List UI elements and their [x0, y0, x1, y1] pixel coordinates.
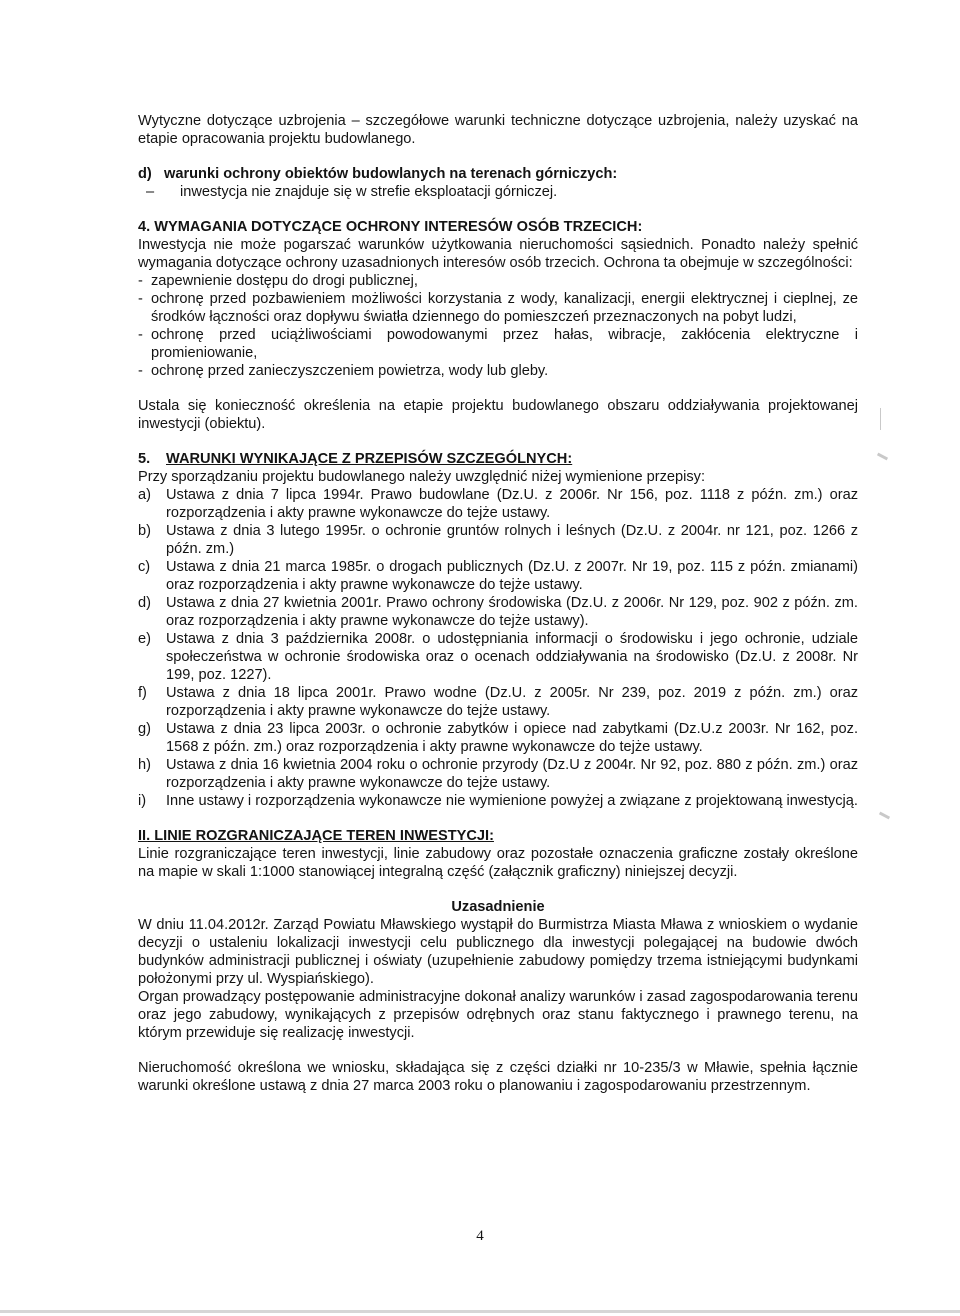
list-item — [138, 558, 858, 594]
list-item-label: c) — [138, 559, 151, 575]
section-d-heading — [138, 165, 858, 183]
list-item-label: d) — [138, 595, 151, 611]
page-number: 4 — [476, 1228, 484, 1244]
scan-mark — [880, 408, 881, 430]
list-item — [138, 756, 858, 792]
uzasadnienie-paragraph-2: Organ prowadzący postępowanie administracyjne dokonał analizy warunków i zasad zagospodarowania terenu oraz jego zabudowy, wynikających z przepisów odrębnych oraz stanu faktycznego i prawnego terenu, na którym przewiduje się realizację inwestycji. — [138, 989, 858, 1041]
uzasadnienie-heading: Uzasadnienie — [451, 899, 545, 915]
document-body — [138, 112, 858, 1095]
list-item-text: Ustawa z dnia 3 października 2008r. o udostępniania informacji o środowisku i jego ochronie, udziale społeczeństwa w ochronie środowiska oraz o ocenach oddziaływania na środowisko (Dz.U. z 2008r. Nr 199, poz. 1227). — [166, 631, 858, 683]
section-4-list — [138, 272, 858, 380]
scan-mark — [877, 453, 888, 461]
section-5-number: 5. — [138, 451, 151, 467]
list-item-text: Ustawa z dnia 21 marca 1985r. o drogach publicznych (Dz.U. z 2007r. Nr 19, poz. 115 z późn. zmianami) oraz rozporządzenia i akty prawne wykonawcze do tejże ustawy. — [166, 559, 858, 593]
list-item-text: Inne ustawy i rozporządzenia wykonawcze nie wymienione powyżej a związane z projektowaną inwestycją. — [166, 793, 858, 809]
section-5-heading — [138, 450, 858, 468]
section-d-label: d) — [138, 166, 152, 182]
section-5-intro: Przy sporządzaniu projektu budowlanego należy uwzględnić niżej wymienione przepisy: — [138, 469, 706, 485]
list-item-text: Ustawa z dnia 23 lipca 2003r. o ochronie zabytków i opiece nad zabytkami (Dz.U.z 2003r. Nr 162, poz. 1568 z późn. zm.) oraz rozporządzenia i akty prawne wykonawcze do tejże ustawy. — [166, 721, 858, 755]
list-item-text: Ustawa z dnia 16 kwietnia 2004 roku o ochronie przyrody (Dz.U z 2004r. Nr 92, poz. 880 z późn. zm.) oraz rozporządzenia i akty prawne wykonawcze do tejże ustawy. — [166, 757, 858, 791]
list-item-text: ochronę przed zanieczyszczeniem powietrza, wody lub gleby. — [151, 363, 549, 379]
hyphen-marker: - — [138, 291, 143, 307]
list-item-label: b) — [138, 523, 151, 539]
intro-paragraph: Wytyczne dotyczące uzbrojenia – szczegółowe warunki techniczne dotyczące uzbrojenia, należy uzyskać na etapie opracowania projektu budowlanego. — [138, 113, 858, 147]
hyphen-marker: - — [138, 363, 143, 379]
list-item — [138, 486, 858, 522]
scan-edge-line — [0, 1310, 960, 1313]
dash-marker: – — [146, 184, 155, 200]
list-item — [138, 326, 858, 362]
list-item-label: i) — [138, 793, 147, 809]
uzasadnienie-paragraph-3: Nieruchomość określona we wniosku, składająca się z części działki nr 10-235/3 w Mławie, spełnia łącznie warunki określone ustawą z dnia 27 marca 2003 roku o planowaniu i zagospodarowaniu przestrzennym. — [138, 1060, 858, 1094]
list-item — [138, 290, 858, 326]
hyphen-marker: - — [138, 327, 143, 343]
list-item-label: f) — [138, 685, 147, 701]
list-item-text: Ustawa z dnia 7 lipca 1994r. Prawo budowlane (Dz.U. z 2006r. Nr 156, poz. 1118 z późn. zm.) oraz rozporządzenia i akty prawne wykonawcze do tejże ustawy. — [166, 487, 858, 521]
list-item-label: a) — [138, 487, 151, 503]
list-item-text: ochronę przed uciążliwościami powodowanymi przez hałas, wibracje, zakłócenia elektryczne i promieniowanie, — [151, 327, 858, 361]
list-item-text: Ustawa z dnia 3 lutego 1995r. o ochronie gruntów rolnych i leśnych (Dz.U. z 2004r. nr 121, poz. 1266 z późn. zm.) — [166, 523, 858, 557]
section-5-title: WARUNKI WYNIKAJĄCE Z PRZEPISÓW SZCZEGÓLNYCH: — [166, 451, 573, 467]
list-item — [138, 792, 858, 810]
list-item-label: h) — [138, 757, 151, 773]
section-5-list — [138, 486, 858, 810]
section-4-paragraph: Inwestycja nie może pogarszać warunków użytkowania nieruchomości sąsiednich. Ponadto należy spełnić wymagania dotyczące ochrony uzasadnionych interesów osób trzecich. Ochrona ta obejmuje w szczególności: — [138, 237, 858, 271]
section-ii-paragraph: Linie rozgraniczające teren inwestycji, linie zabudowy oraz pozostałe oznaczenia graficzne zostały określone na mapie w skali 1:1000 stanowiącej integralną część (załącznik graficzny) niniejszej decyzji. — [138, 846, 858, 880]
list-item-text: zapewnienie dostępu do drogi publicznej, — [151, 273, 418, 289]
uzasadnienie-paragraph-1: W dniu 11.04.2012r. Zarząd Powiatu Mławskiego wystąpił do Burmistrza Miasta Mława z wnioskiem o wydanie decyzji o ustaleniu lokalizacji inwestycji celu publicznego dla inwestycji polegającej na budowie dwóch budynków administracji publicznej i oświaty (uzupełnienie zabudowy pomiędzy trzema istniejącymi budynkami położonymi przy ul. Wyspiańskiego). — [138, 917, 858, 987]
list-item-text: Ustawa z dnia 18 lipca 2001r. Prawo wodne (Dz.U. z 2005r. Nr 239, poz. 2019 z późn. zm.) oraz rozporządzenia i akty prawne wykonawcze do tejże ustawy. — [166, 685, 858, 719]
list-item — [138, 272, 858, 290]
list-item-text: ochronę przed pozbawieniem możliwości korzystania z wody, kanalizacji, energii elektrycznej i cieplnej, ze środków łączności oraz dopływu światła dziennego do pomieszczeń przeznaczonych na pobyt ludzi, — [151, 291, 858, 325]
list-item-label: g) — [138, 721, 151, 737]
section-d-item-text: inwestycja nie znajduje się w strefie eksploatacji górniczej. — [180, 184, 558, 200]
list-item-label: e) — [138, 631, 151, 647]
list-item — [138, 720, 858, 756]
list-item — [138, 362, 858, 380]
section-4-closing: Ustala się konieczność określenia na etapie projektu budowlanego obszaru oddziaływania projektowanej inwestycji (obiektu). — [138, 398, 858, 432]
list-item-text: Ustawa z dnia 27 kwietnia 2001r. Prawo ochrony środowiska (Dz.U. z 2006r. Nr 129, poz. 902 z późn. zm. oraz rozporządzenia i akty prawne wykonawcze do tejże ustawy). — [166, 595, 858, 629]
section-d-title: warunki ochrony obiektów budowlanych na terenach górniczych: — [164, 166, 618, 182]
section-d-item — [138, 183, 858, 201]
list-item — [138, 684, 858, 720]
section-ii-heading: II. LINIE ROZGRANICZAJĄCE TEREN INWESTYCJI: — [138, 828, 494, 844]
list-item — [138, 522, 858, 558]
list-item — [138, 630, 858, 684]
section-4-heading: 4. WYMAGANIA DOTYCZĄCE OCHRONY INTERESÓW OSÓB TRZECICH: — [138, 219, 643, 235]
hyphen-marker: - — [138, 273, 143, 289]
list-item — [138, 594, 858, 630]
scan-mark — [879, 812, 890, 820]
